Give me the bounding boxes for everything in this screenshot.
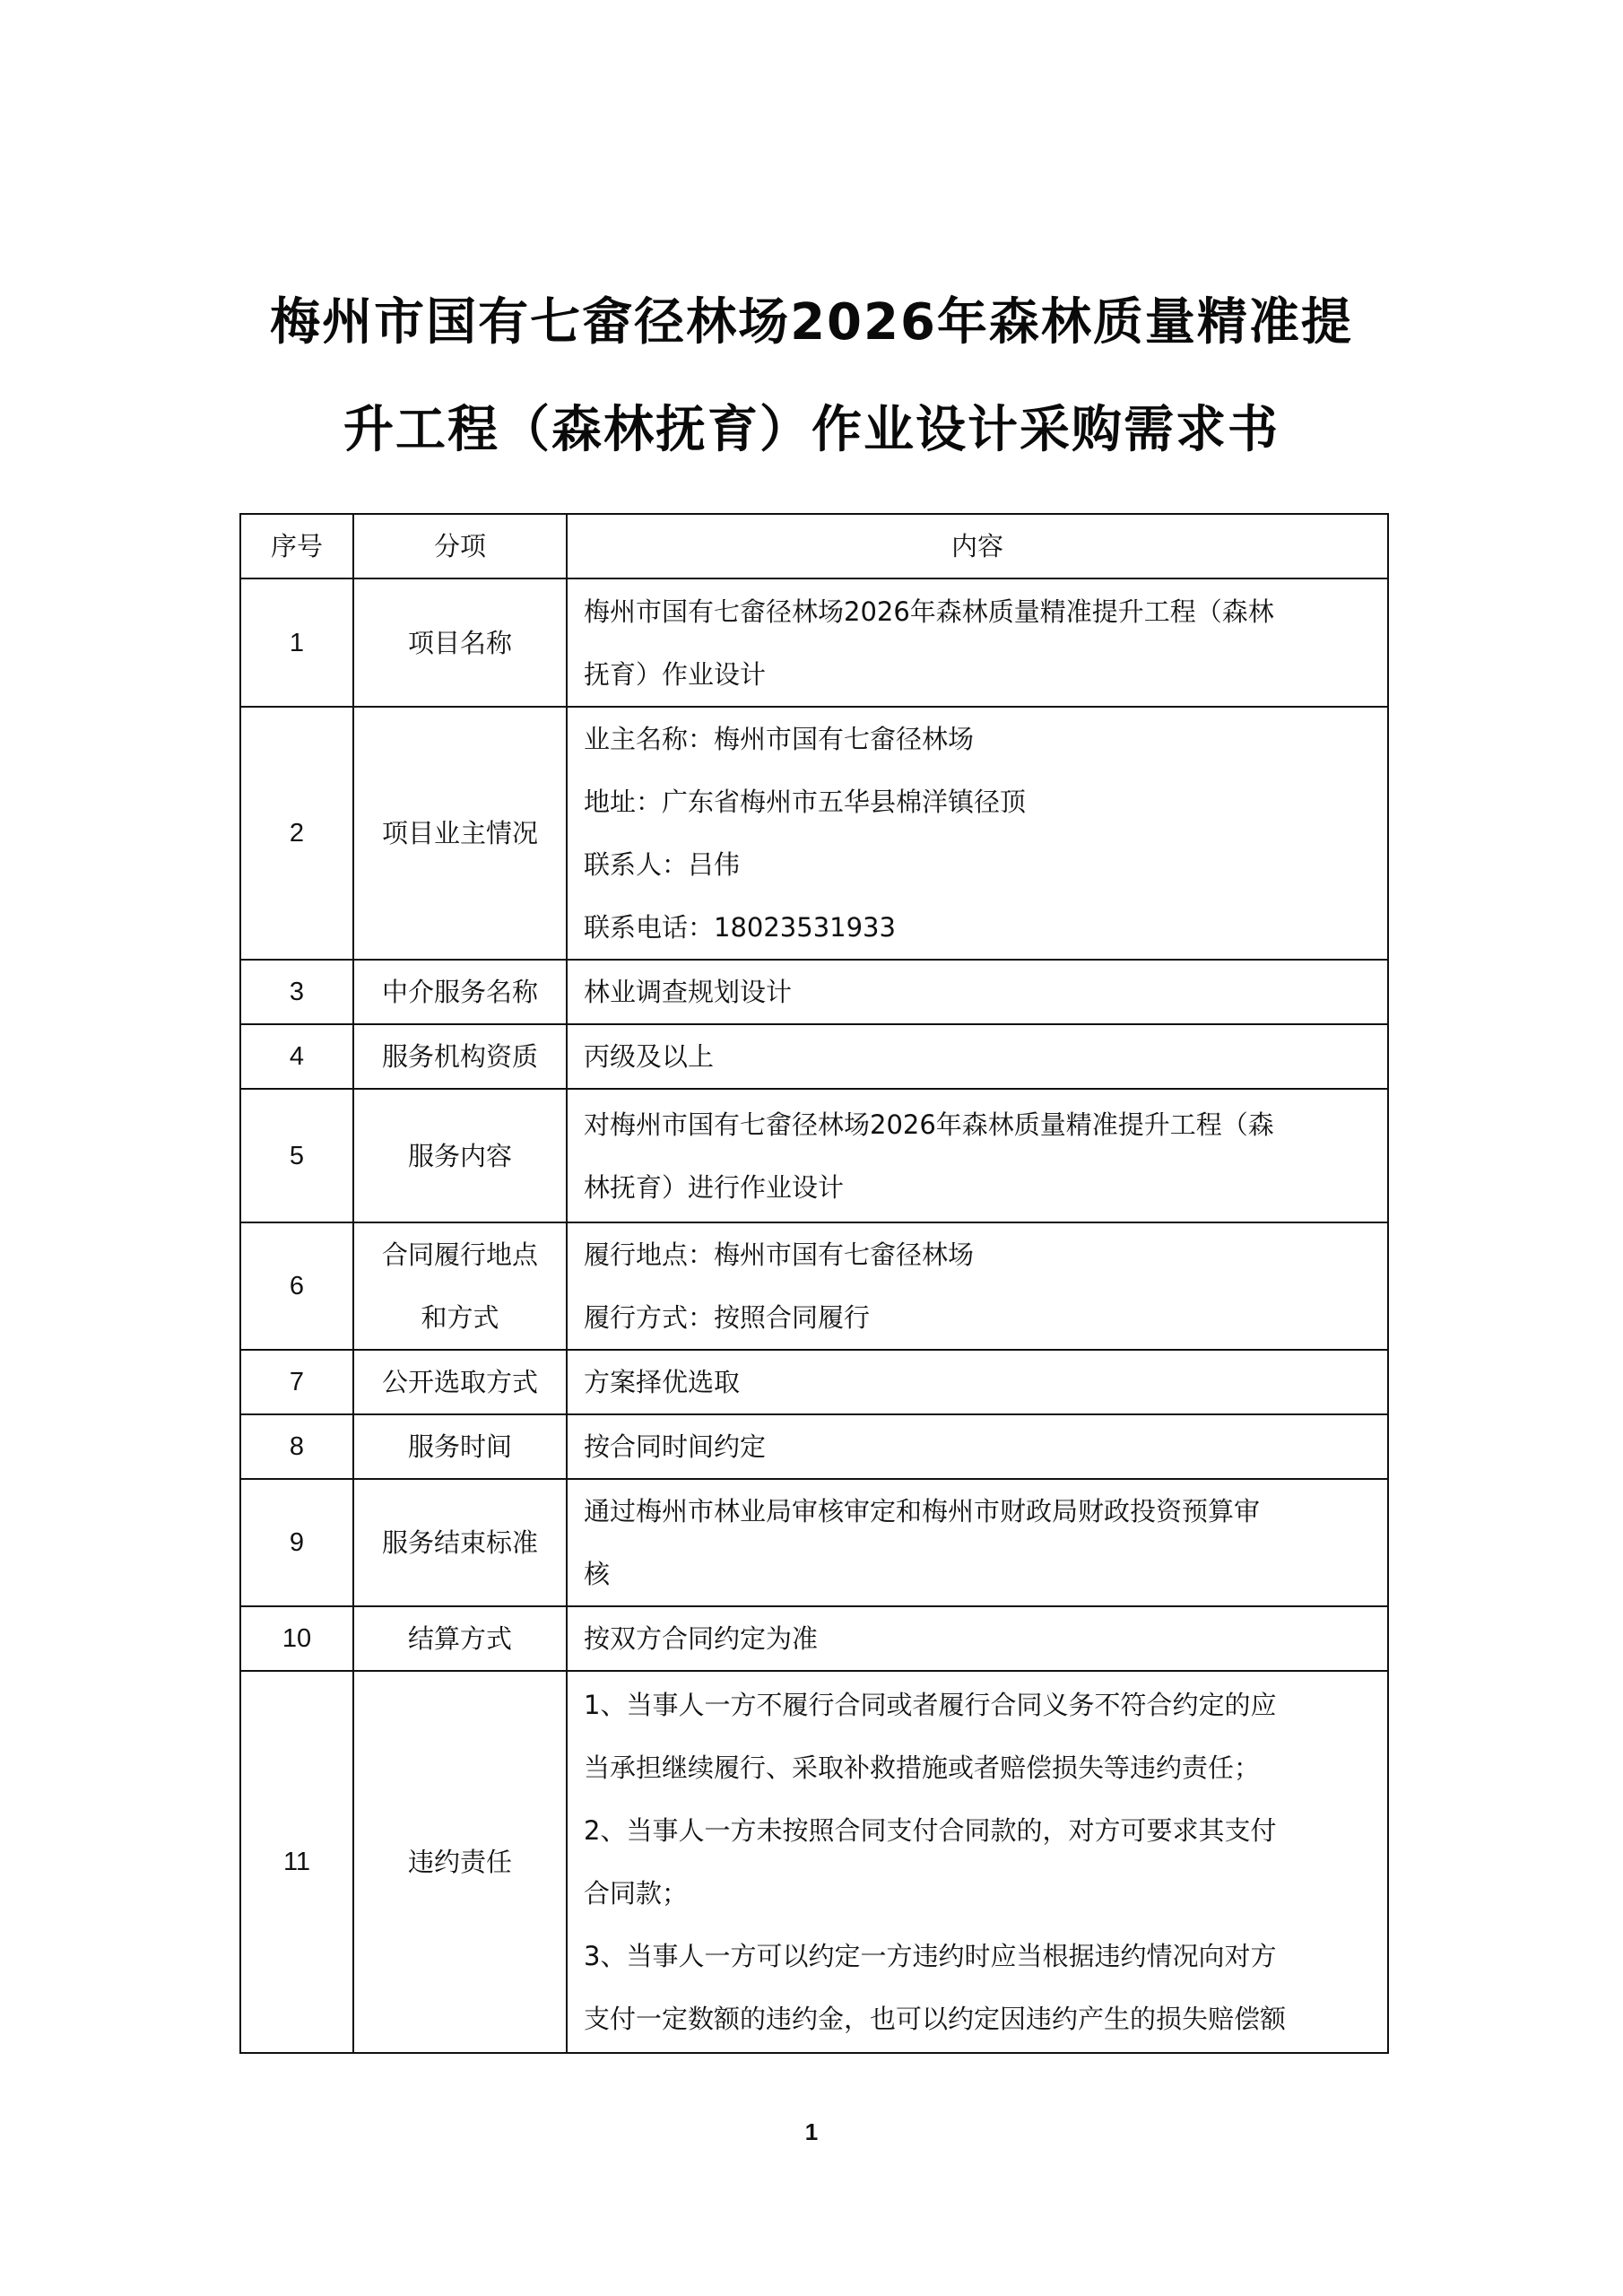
content-line: 当承担继续履行、采取补救措施或者赔偿损失等违约责任； bbox=[584, 1752, 1261, 1783]
row-content bbox=[567, 1671, 1388, 2053]
item-line: 中介服务名称 bbox=[381, 977, 538, 1007]
item-line: 服务内容 bbox=[407, 1140, 512, 1171]
row-content bbox=[567, 1024, 1388, 1089]
content-line: 联系电话：18023531933 bbox=[584, 912, 896, 943]
content-line: 抚育）作业设计 bbox=[584, 658, 767, 690]
table-row bbox=[240, 578, 1388, 707]
content-line: 业主名称：梅州市国有七畲径林场 bbox=[584, 724, 975, 754]
content-line: 方案择优选取 bbox=[584, 1367, 741, 1397]
row-number: 7 bbox=[240, 1350, 353, 1414]
table-row bbox=[240, 1024, 1388, 1089]
page-number: 1 bbox=[804, 2118, 819, 2145]
row-item bbox=[353, 1414, 567, 1479]
content-line: 履行方式：按照合同履行 bbox=[584, 1302, 871, 1333]
row-item bbox=[353, 1671, 567, 2053]
item-line: 公开选取方式 bbox=[381, 1367, 538, 1397]
row-number: 9 bbox=[240, 1479, 353, 1606]
header-item: 分项 bbox=[353, 514, 567, 578]
content-line: 地址：广东省梅州市五华县棉洋镇径顶 bbox=[584, 787, 1027, 817]
row-content bbox=[567, 1222, 1388, 1350]
row-item bbox=[353, 1350, 567, 1414]
requirements-table bbox=[239, 513, 1389, 2054]
row-number: 4 bbox=[240, 1024, 353, 1089]
table-row bbox=[240, 1089, 1388, 1222]
row-item bbox=[353, 960, 567, 1024]
row-content bbox=[567, 707, 1388, 960]
item-line: 项目名称 bbox=[407, 627, 512, 658]
header-number: 序号 bbox=[240, 514, 353, 578]
content-line: 履行地点：梅州市国有七畲径林场 bbox=[584, 1239, 975, 1270]
table-header-row bbox=[240, 514, 1388, 578]
item-line: 和方式 bbox=[421, 1302, 499, 1333]
content-line: 林抚育）进行作业设计 bbox=[584, 1171, 845, 1203]
table-row bbox=[240, 1414, 1388, 1479]
content-line: 3、当事人一方可以约定一方违约时应当根据违约情况向对方 bbox=[584, 1941, 1277, 1971]
table-row bbox=[240, 960, 1388, 1024]
row-content bbox=[567, 1089, 1388, 1222]
table-row bbox=[240, 1479, 1388, 1606]
item-line: 合同履行地点 bbox=[381, 1239, 538, 1270]
content-line: 2、当事人一方未按照合同支付合同款的，对方可要求其支付 bbox=[584, 1815, 1277, 1846]
item-line: 服务机构资质 bbox=[381, 1041, 538, 1072]
row-content bbox=[567, 1479, 1388, 1606]
row-number: 11 bbox=[240, 1671, 353, 2053]
content-line: 支付一定数额的违约金，也可以约定因违约产生的损失赔偿额 bbox=[584, 2004, 1287, 2034]
table-row bbox=[240, 1350, 1388, 1414]
content-line: 通过梅州市林业局审核审定和梅州市财政局财政投资预算审 bbox=[584, 1496, 1261, 1526]
content-line: 联系人：吕伟 bbox=[584, 849, 741, 880]
document-title-line-1: 梅州市国有七畲径林场2026年森林质量精准提 bbox=[270, 293, 1353, 352]
content-line: 林业调查规划设计 bbox=[584, 977, 793, 1007]
row-content bbox=[567, 578, 1388, 707]
row-number: 5 bbox=[240, 1089, 353, 1222]
row-item bbox=[353, 707, 567, 960]
item-line: 服务时间 bbox=[407, 1431, 512, 1462]
row-item bbox=[353, 1024, 567, 1089]
row-item bbox=[353, 1606, 567, 1671]
item-line: 结算方式 bbox=[407, 1623, 512, 1654]
row-item bbox=[353, 1479, 567, 1606]
row-number: 3 bbox=[240, 960, 353, 1024]
content-line: 合同款； bbox=[584, 1878, 689, 1909]
content-line: 梅州市国有七畲径林场2026年森林质量精准提升工程（森林 bbox=[584, 596, 1274, 627]
row-item bbox=[353, 1089, 567, 1222]
table-row bbox=[240, 1222, 1388, 1350]
content-line: 按合同时间约定 bbox=[584, 1431, 767, 1462]
content-line: 按双方合同约定为准 bbox=[584, 1623, 819, 1654]
item-line: 服务结束标准 bbox=[381, 1527, 538, 1558]
document-title-line-2: 升工程（森林抚育）作业设计采购需求书 bbox=[343, 401, 1280, 459]
row-number: 10 bbox=[240, 1606, 353, 1671]
row-content bbox=[567, 1606, 1388, 1671]
row-number: 6 bbox=[240, 1222, 353, 1350]
row-content bbox=[567, 1350, 1388, 1414]
row-number: 8 bbox=[240, 1414, 353, 1479]
row-number: 2 bbox=[240, 707, 353, 960]
item-line: 项目业主情况 bbox=[381, 818, 538, 848]
table-row bbox=[240, 707, 1388, 960]
content-line: 对梅州市国有七畲径林场2026年森林质量精准提升工程（森 bbox=[584, 1109, 1274, 1140]
row-content bbox=[567, 960, 1388, 1024]
row-item bbox=[353, 578, 567, 707]
row-content bbox=[567, 1414, 1388, 1479]
table-body bbox=[240, 578, 1388, 2053]
row-item bbox=[353, 1222, 567, 1350]
row-number: 1 bbox=[240, 578, 353, 707]
content-line: 核 bbox=[584, 1559, 611, 1589]
item-line: 违约责任 bbox=[407, 1847, 512, 1877]
content-line: 1、当事人一方不履行合同或者履行合同义务不符合约定的应 bbox=[584, 1690, 1277, 1720]
table-row bbox=[240, 1671, 1388, 2053]
content-line: 丙级及以上 bbox=[584, 1041, 715, 1072]
table-row bbox=[240, 1606, 1388, 1671]
header-content: 内容 bbox=[567, 514, 1388, 578]
